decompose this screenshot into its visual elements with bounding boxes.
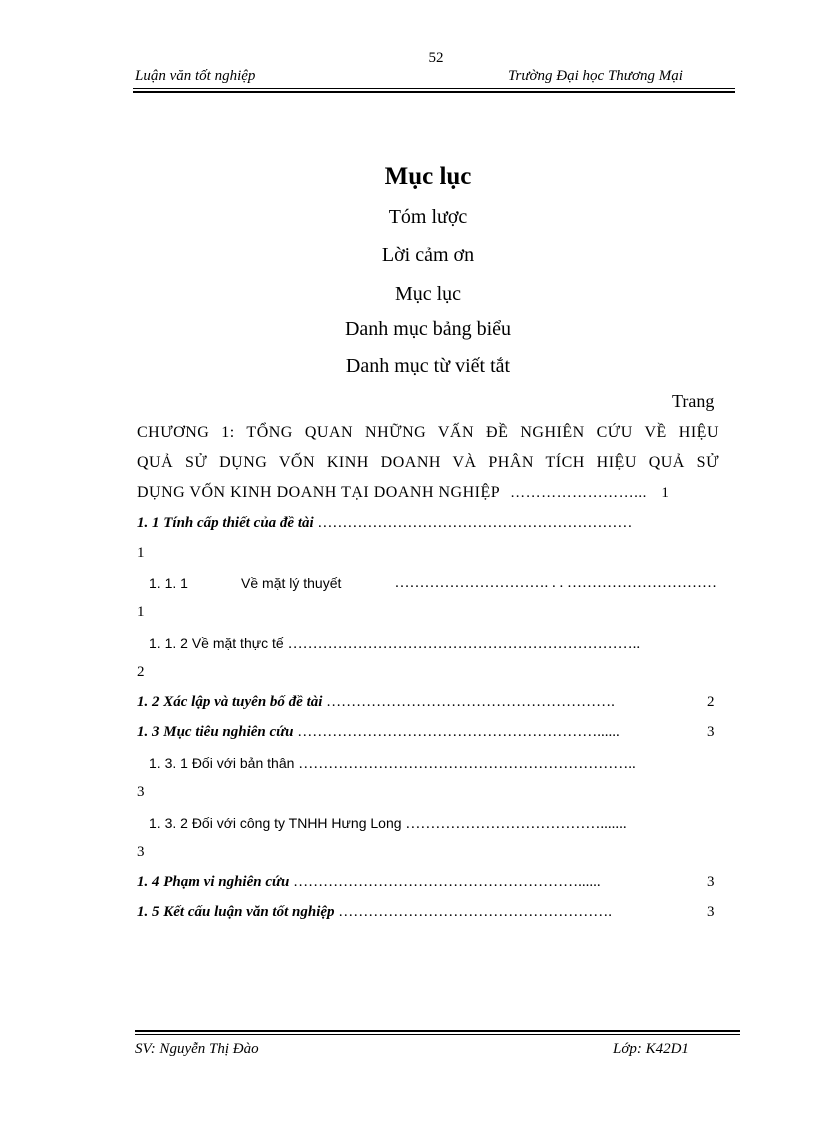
toc-entry-number: 1. 3 [137,724,160,740]
toc-chapter-line: CHƯƠNG 1: TỔNG QUAN NHỮNG VẤN ĐỀ NGHIÊN CỨU VỀ HIỆU [137,424,719,441]
toc-leader: …………………………. . . ………………………… [394,575,717,591]
header-thesis-label: Luận văn tốt nghiệp [135,68,256,84]
toc-page-number: 3 [137,784,145,800]
toc-entry [149,755,636,773]
toc-entry-title: Kết cấu luận văn tốt nghiệp [163,904,335,920]
toc-entry-title: Về mặt lý thuyết [241,575,342,591]
toc-entry-title: Tính cấp thiết của đề tài [163,515,314,531]
toc-entry-number: 1. 1. 2 [149,635,188,651]
toc-leader: …………………………………....... [405,816,627,832]
toc-entry-number: 1. 1 [137,515,160,531]
toc-leader: …………………………………………………...... [293,874,601,890]
toc-entry [137,515,632,532]
toc-page-column-label: Trang [672,391,715,411]
toc-leader: ……………………………………………………… [317,515,633,531]
toc-page-number: 3 [707,724,715,740]
toc-entry-title: Đối với công ty TNHH Hưng Long [191,815,402,831]
toc-entry-number: 1. 5 [137,904,160,920]
toc-entry-number: 1. 3. 1 [149,755,188,771]
header-rule-bottom [133,91,735,93]
toc-entry [149,815,627,833]
toc-page-number: 2 [137,664,145,680]
toc-page-number: 1 [661,485,670,501]
header-university-label: Trường Đại học Thương Mại [508,68,683,84]
toc-page-number: 1 [137,545,145,561]
toc-leader: ……………………………………………………...... [297,724,620,740]
header-rule-top [133,88,735,89]
toc-entry [137,904,612,921]
toc-page-number: 3 [137,844,145,860]
toc-entry [137,874,601,891]
front-matter-item: Tóm lược [388,206,468,228]
toc-entry [137,694,615,711]
toc-page-number: 3 [707,874,715,890]
toc-entry-title: Xác lập và tuyên bố đề tài [163,694,323,710]
page-number: 52 [428,50,444,66]
toc-leader: ………………………………………………. [338,904,613,920]
toc-chapter-entry [137,484,669,502]
footer-class-label: Lớp: K42D1 [613,1041,689,1057]
toc-entry-title: Phạm vi nghiên cứu [163,874,290,890]
page-title: Mục lục [384,163,472,190]
toc-entry-number: 1. 2 [137,694,160,710]
toc-page-number: 2 [707,694,715,710]
toc-chapter-line: QUẢ SỬ DỤNG VỐN KINH DOANH VÀ PHÂN TÍCH HIỆU QUẢ SỬ [137,454,719,471]
front-matter-item: Danh mục từ viết tắt [345,355,511,377]
footer-rule-bottom [135,1034,740,1035]
toc-entry [149,575,717,592]
toc-entry [149,635,640,653]
toc-entry-continuation [137,604,145,621]
toc-page-number: 3 [707,904,715,920]
toc-entry [137,724,620,741]
toc-entry-number: 1. 1. 1 [149,575,188,591]
toc-entry-title: Về mặt thực tế [191,635,284,651]
toc-leader: …………………………………………………………….. [287,636,641,652]
front-matter-item: Danh mục bảng biểu [344,318,512,340]
toc-page-number: 1 [137,604,145,620]
toc-leader: …………………………………………………. [326,694,615,710]
toc-leader: ……………………... [510,485,647,501]
toc-entry-title: Mục tiêu nghiên cứu [163,724,294,740]
footer-rule-top [135,1030,740,1032]
front-matter-item: Mục lục [394,283,462,305]
toc-chapter-line: DỤNG VỐN KINH DOANH TẠI DOANH NGHIỆP [137,484,500,501]
footer-student-name: SV: Nguyễn Thị Đào [135,1041,259,1057]
toc-entry-number: 1. 3. 2 [149,815,188,831]
front-matter-item: Lời cảm ơn [381,244,475,266]
toc-leader: ………………………………………………………….. [298,756,636,772]
toc-entry-title: Đối với bản thân [191,755,295,771]
toc-entry-number: 1. 4 [137,874,160,890]
